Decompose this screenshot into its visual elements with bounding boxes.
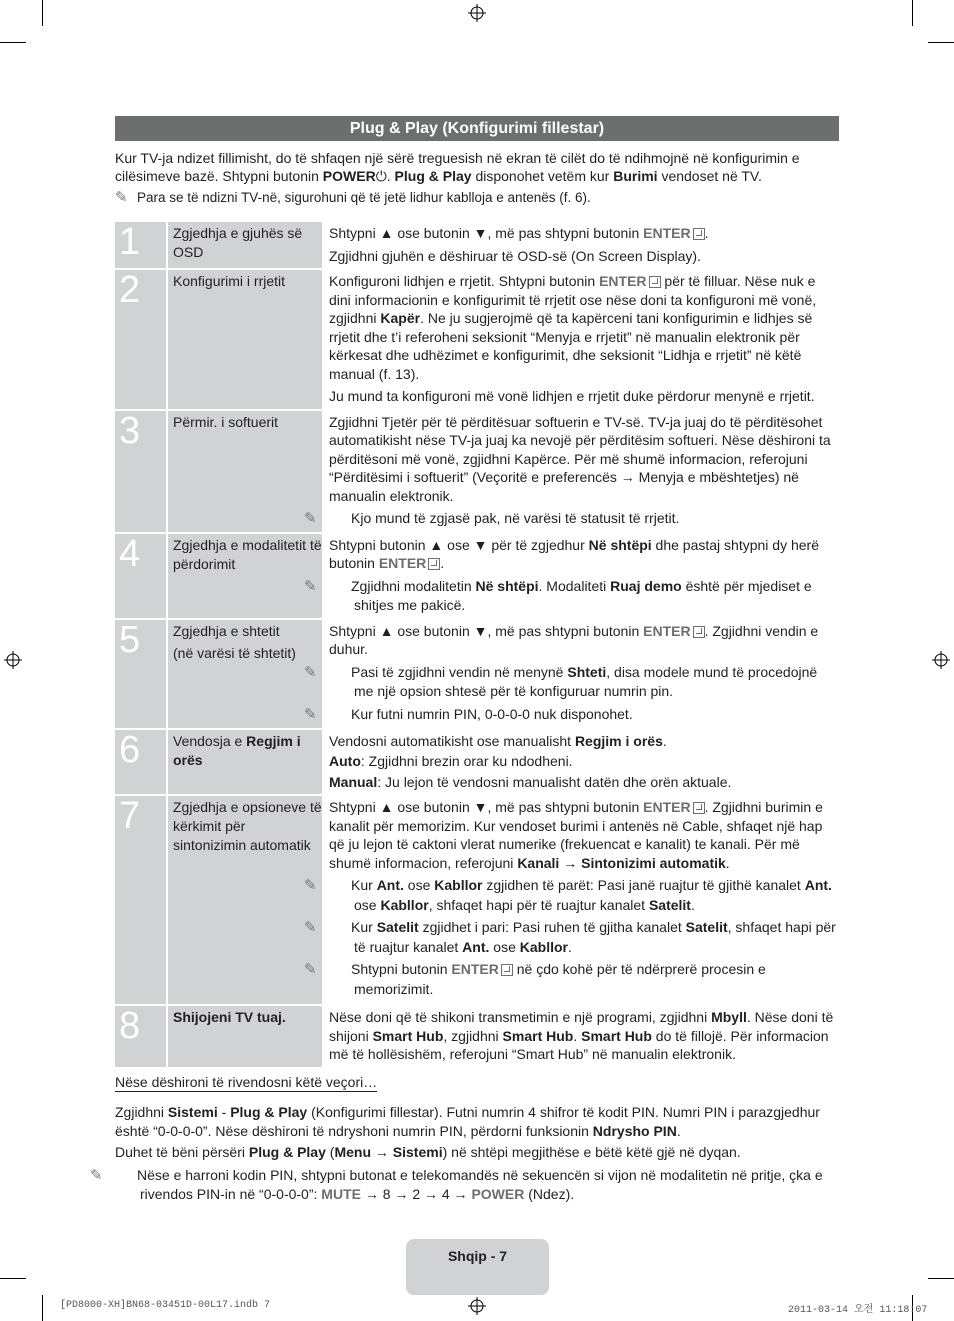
note-pencil-icon: ✎ [304,663,317,681]
step-row [115,269,839,410]
registration-mark-icon [4,651,22,669]
step-row [115,533,839,619]
crop-mark [928,42,954,43]
step-description: Nëse doni që të shikoni transmetimin e një programi, zgjidhni Mbyll. Nëse doni të shijoni Smart Hub, zgjidhni Smart Hub. Smart Hub do të fillojë. Për informacion më të hollësishëm, referojuni “Smart Hub” në manualin elektronik. [322,1005,839,1068]
enter-icon [649,276,661,288]
reset-paragraph: Duhet të bëni përsëri Plug & Play (Menu → Sistemi) në shtëpi megjithëse e bëtë këtë gjë në dyqan. [115,1144,741,1160]
step-number: 3 [115,410,167,533]
enter-icon [693,228,705,240]
reset-section [90,1073,845,1203]
step-number: 7 [115,795,167,1005]
step-description: Shtypni ▲ ose butonin ▼, më pas shtypni butonin ENTER . Zgjidhni gjuhën e dëshiruar të OSD-së (On Screen Display). [322,222,839,269]
intro-line: Kur TV-ja ndizet fillimisht, do të shfaqen një sërë treguesish në ekran të cilët do të ndihmojnë në konfigurimin e [115,150,800,166]
note-pencil-icon: ✎ [304,961,317,978]
step-description: Vendosni automatikisht ose manualisht Regjim i orës. Auto: Zgjidhni brezin orar ku ndodheni. Manual: Ju lejon të vendosni manualisht datën dhe orën aktuale. [322,729,839,796]
step-number: 6 [115,729,167,796]
note-pencil-icon: ✎ [115,189,128,206]
intro-note: ✎ Para se të ndizni TV-në, sigurohuni që të jetë lidhur kablloja e antenës (f. 6). [115,189,591,206]
footer-file-info: [PD8000-XH]BN68-03451D-00L17.indb 7 [60,1300,271,1311]
power-icon: ⏻ [375,168,387,184]
step-row [115,729,839,796]
registration-mark-icon [468,4,486,22]
step-number: 8 [115,1005,167,1068]
step-label: Zgjedhja e shtetit (në varësi të shtetit) [167,619,322,729]
crop-mark [42,1295,43,1321]
note-pencil-icon: ✎ [304,877,317,894]
step-number: 1 [115,222,167,269]
footer-timestamp: 2011-03-14 오전 11:18:07 [788,1305,928,1316]
step-label: Zgjedhja e modalitetit të përdorimit [167,533,322,619]
note-pencil-icon: ✎ [304,705,317,723]
step-label: Zgjedhja e opsioneve të kërkimit për sintonizimin automatik [167,795,322,1005]
enter-icon [501,964,513,976]
crop-mark [0,1278,26,1279]
step-row [115,619,839,729]
step-description: Zgjidhni Tjetër për të përditësuar softuerin e TV-së. TV-ja juaj do të përditësohet automatikisht nëse TV-ja juaj ka nevojë për përditësim softueri. Nëse dëshironi ta përditësoni më vonë, zgjidhni Kapërce. Për më shumë informacion, referojuni “Përditësimi i softuerit” (Veçoritë e preferencës → Menyja e mbështetjes) në manualin elektronik. ✎ Kjo mund të zgjasë pak, në varësi të statusit të rrjetit. [322,410,839,533]
step-label: Shijojeni TV tuaj. [167,1005,322,1068]
registration-mark-icon [932,651,950,669]
enter-icon [693,626,705,638]
step-label: Përmir. i softuerit [167,410,322,533]
step-label: Zgjedhja e gjuhës së OSD [167,222,322,269]
section-title: Plug & Play (Konfigurimi fillestar) [115,116,839,141]
crop-mark [0,42,26,43]
crop-mark [912,0,913,26]
setup-steps-table [115,222,839,1069]
step-description: Shtypni butonin ▲ ose ▼ për të zgjedhur Në shtëpi dhe pastaj shtypni dy herë butonin ENTER . ✎ Zgjidhni modalitetin Në shtëpi. Modaliteti Ruaj demo është për mjediset e shitjes me pakicë. [322,533,839,619]
step-description: Shtypni ▲ ose butonin ▼, më pas shtypni butonin ENTER . Zgjidhni burimin e kanalit për memorizim. Kur vendoset burimi i antenës në Cable, shfaqet një hap që ju lejon të caktoni vlerat numerike (frekuencat e kanalit) te kanali. Për më shumë informacion, referojuni Kanali → Sintonizimi automatik. ✎ Kur Ant. ose Kabllor zgjidhen të parët: Pasi janë ruajtur të gjithë kanalet Ant. ose Kabllor, shfaqet hapi për të ruajtur kanalet Satelit. ✎ Kur Satelit zgjidhet i pari: Pasi ruhen të gjitha kanalet Satelit, shfaqet hapi për të ruajtur kanalet Ant. ose Kabllor. ✎ Shtypni butonin ENTER në çdo kohë për të ndërprerë procesin e memorizimit. [322,795,839,1005]
registration-mark-icon [468,1297,486,1315]
crop-mark [42,0,43,26]
intro-paragraph [115,149,845,207]
crop-mark [928,1278,954,1279]
note-pencil-icon: ✎ [304,577,317,595]
reset-heading: Nëse dëshironi të rivendosni këtë veçori… [115,1074,378,1090]
step-label: Konfigurimi i rrjetit [167,269,322,410]
reset-paragraph: Zgjidhni Sistemi - Plug & Play (Konfigurimi fillestar). Futni numrin 4 shifror të kodit PIN. Numri PIN i parazgjedhur është “0-0-0-0”. Nëse dëshironi të ndryshoni numrin PIN, përdorni funksionin Ndrysho PIN. [115,1104,820,1139]
note-pencil-icon: ✎ [304,919,317,936]
enter-icon [693,802,705,814]
step-label: Vendosja e Regjim i orës [167,729,322,796]
reset-note: ✎ Nëse e harroni kodin PIN, shtypni butonat e telekomandës në sekuencën si vijon në modalitetin në pritje, çka e rivendos PIN-in në “0-0-0-0”: MUTE → 8 → 2 → 4 → POWER (Ndez). [90,1167,823,1202]
step-row [115,1005,839,1068]
step-description: Konfiguroni lidhjen e rrjetit. Shtypni butonin ENTER për të filluar. Nëse nuk e dini informacionin e konfigurimit të rrjetit ose nëse doni ta konfiguroni më vonë, zgjidhni Kapër. Ne ju sugjerojmë që ta kapërceni tani konfigurimin e lidhjes së rrjetit dhe t’i referoheni seksionit “Menyja e rrjetit” në manualin elektronik për kërkesat dhe udhëzimet e konfigurimit, dhe seksionit “Lidhja e rrjetit” në këtë manual (f. 13). Ju mund ta konfiguroni më vonë lidhjen e rrjetit duke përdorur menynë e rrjetit. [322,269,839,410]
enter-icon [428,558,440,570]
step-number: 4 [115,533,167,619]
step-row [115,410,839,533]
step-number: 5 [115,619,167,729]
note-pencil-icon: ✎ [304,510,317,527]
intro-line: cilësimeve bazë. Shtypni butonin POWER⏻. Plug & Play disponohet vetëm kur Burimi vendoset në TV. [115,168,762,184]
step-number: 2 [115,269,167,410]
page-number: Shqip - 7 [406,1239,549,1295]
step-description: Shtypni ▲ ose butonin ▼, më pas shtypni butonin ENTER . Zgjidhni vendin e duhur. ✎ Pasi të zgjidhni vendin në menynë Shteti, disa modele mund të procedojnë me një opsion shtesë për të konfiguruar numrin pin. ✎ Kur futni numrin PIN, 0-0-0-0 nuk disponohet. [322,619,839,729]
step-row [115,222,839,269]
note-pencil-icon: ✎ [90,1167,103,1184]
step-row [115,795,839,1005]
